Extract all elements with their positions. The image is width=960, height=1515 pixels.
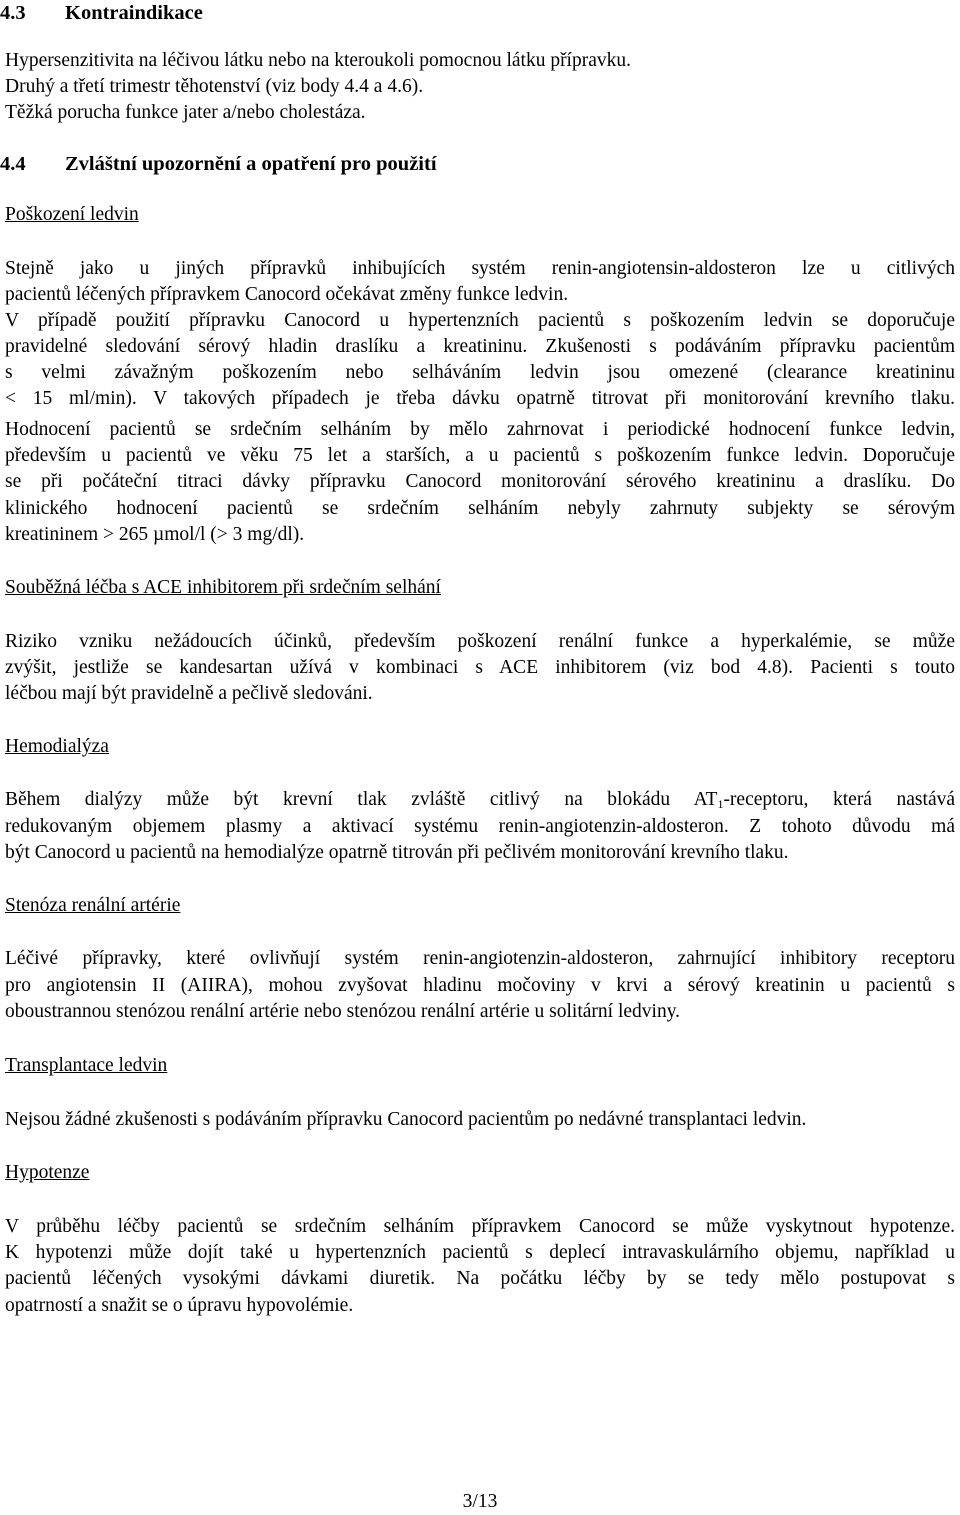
section-4-3-number: 4.3	[0, 2, 26, 24]
renal-paragraph-line: pravidelné sledování sérový hladin draslíku a kreatininu. Zkušenosti s podáváním přípravku pacientům	[5, 336, 955, 357]
renal-paragraph-line: se při počáteční titraci dávky přípravku Canocord monitorování sérového kreatininu a draslíku. Do	[5, 471, 955, 492]
page-number: 3/13	[462, 1491, 498, 1512]
hypotension-paragraph-line: V průběhu léčby pacientů se srdečním selháním přípravkem Canocord se může vyskytnout hypotenze.	[5, 1216, 955, 1237]
hemodialysis-paragraph-line: redukovaným objemem plasmy a aktivací systému renin-angiotenzin-aldosteron. Z tohoto důvodu má	[5, 816, 955, 837]
hemodialysis-heading: Hemodialýza	[5, 736, 109, 757]
renal-heading: Poškození ledvin	[5, 204, 139, 225]
hypotension-paragraph-line: pacientů léčených vysokými dávkami diuretik. Na počátku léčby by se tedy mělo postupovat s	[5, 1268, 955, 1289]
stenosis-heading: Stenóza renální artérie	[5, 895, 181, 916]
renal-paragraph-line: pacientů léčených přípravkem Canocord očekávat změny funkce ledvin.	[5, 284, 569, 305]
stenosis-paragraph-line: Léčivé přípravky, které ovlivňují systém renin-angiotenzin-aldosteron, zahrnující inhibitory receptoru	[5, 948, 955, 969]
renal-paragraph-line: s velmi závažným poškozením nebo selháváním ledvin jsou omezené (clearance kreatininu	[5, 362, 955, 383]
hypotension-heading: Hypotenze	[5, 1162, 90, 1183]
ace-paragraph-line: léčbou mají být pravidelně a pečlivě sledováni.	[5, 683, 373, 704]
renal-paragraph-line: Stejně jako u jiných přípravků inhibujících systém renin-angiotensin-aldosteron lze u citlivých	[5, 258, 955, 279]
hemodialysis-paragraph-line: být Canocord u pacientů na hemodialýze opatrně titrován při pečlivém monitorování krevního tlaku.	[5, 842, 789, 863]
renal-paragraph-line: Hodnocení pacientů se srdečním selháním by mělo zahrnovat i periodické hodnocení funkce ledvin,	[5, 419, 955, 440]
transplant-heading: Transplantace ledvin	[5, 1055, 168, 1076]
subscript: 1	[717, 797, 724, 811]
hemodialysis-text-part: Během dialýzy může být krevní tlak zvláště citlivý na blokádu AT	[5, 789, 718, 810]
ace-heading: Souběžná léčba s ACE inhibitorem při srdečním selhání	[5, 577, 441, 598]
contraindication-line: Těžká porucha funkce jater a/nebo cholestáza.	[5, 102, 366, 123]
hypotension-paragraph-line: opatrností a snažit se o úpravu hypovolémie.	[5, 1295, 354, 1316]
ace-paragraph-line: zvýšit, jestliže se kandesartan užívá v kombinaci s ACE inhibitorem (viz bod 4.8). Pacienti s touto	[5, 657, 955, 678]
stenosis-paragraph-line: pro angiotensin II (AIIRA), mohou zvyšovat hladinu močoviny v krvi a sérový kreatinin u pacientů s	[5, 975, 955, 996]
renal-paragraph-line: především u pacientů ve věku 75 let a starších, a u pacientů s poškozením funkce ledvin. Doporučuje	[5, 445, 955, 466]
contraindication-line: Hypersenzitivita na léčivou látku nebo na kteroukoli pomocnou látku přípravku.	[5, 50, 631, 71]
section-4-4-title: Zvláštní upozornění a opatření pro použití	[65, 153, 437, 175]
hemodialysis-text-part: -receptoru, která nastává	[723, 789, 955, 810]
stenosis-paragraph-line: oboustrannou stenózou renální artérie nebo stenózou renální artérie u solitární ledviny.	[5, 1001, 681, 1022]
hypotension-paragraph-line: K hypotenzi může dojít také u hypertenzních pacientů s deplecí intravaskulárního objemu, například u	[5, 1242, 955, 1263]
section-4-3-title: Kontraindikace	[65, 2, 203, 24]
contraindication-line: Druhý a třetí trimestr těhotenství (viz body 4.4 a 4.6).	[5, 76, 424, 97]
section-4-4-number: 4.4	[0, 153, 26, 175]
renal-paragraph-line: < 15 ml/min). V takových případech je třeba dávku opatrně titrovat při monitorování krevního tlaku.	[5, 388, 955, 409]
ace-paragraph-line: Riziko vzniku nežádoucích účinků, především poškození renální funkce a hyperkalémie, se může	[5, 631, 955, 652]
renal-paragraph-line: V případě použití přípravku Canocord u hypertenzních pacientů s poškozením ledvin se doporučuje	[5, 310, 955, 331]
renal-paragraph-line: kreatininem > 265 µmol/l (> 3 mg/dl).	[5, 524, 305, 545]
transplant-paragraph-line: Nejsou žádné zkušenosti s podáváním přípravku Canocord pacientům po nedávné transplantaci ledvin.	[5, 1109, 807, 1130]
hemodialysis-paragraph-line	[5, 787, 955, 813]
renal-paragraph-line: klinického hodnocení pacientů se srdečním selháním nebyly zahrnuty subjekty se sérovým	[5, 498, 955, 519]
